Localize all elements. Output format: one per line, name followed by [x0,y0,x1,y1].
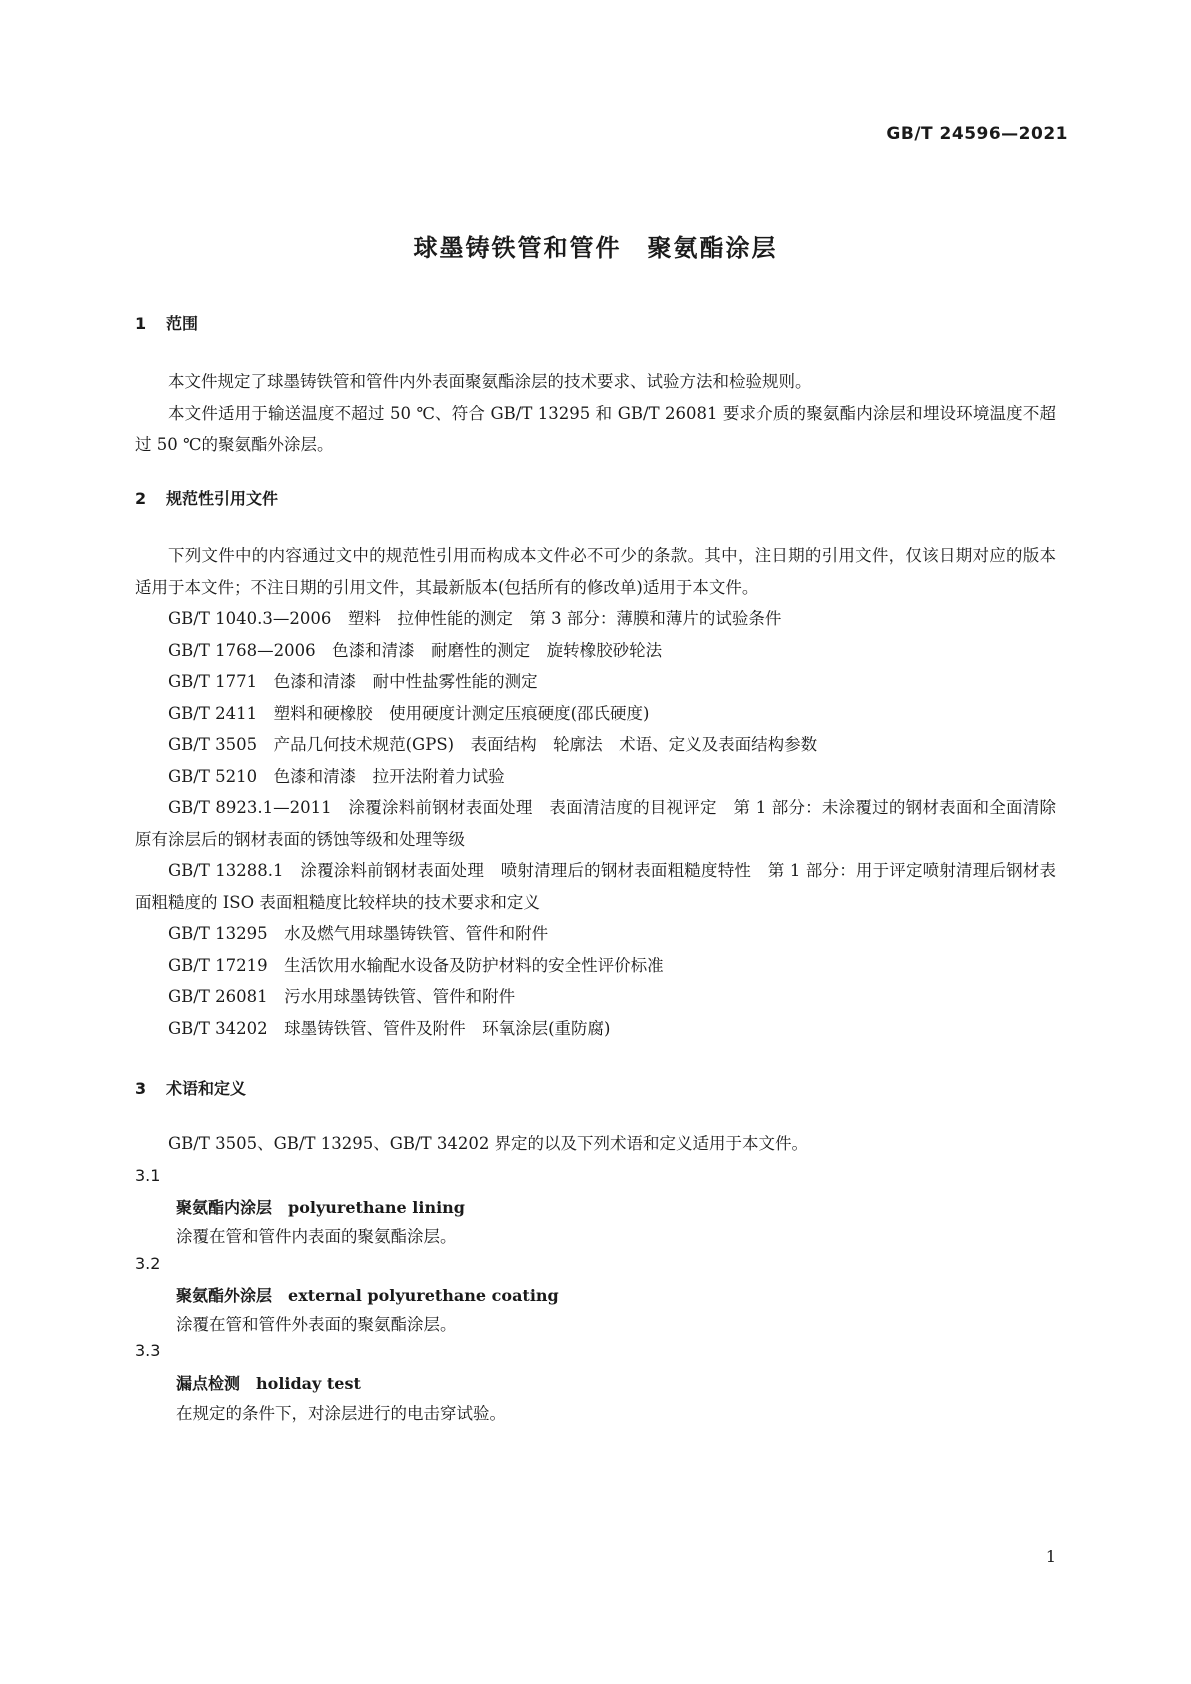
reference-item: GB/T 13295 水及燃气用球墨铸铁管、管件和附件 [168,924,549,943]
document-title: 球墨铸铁管和管件 聚氨酯涂层 [413,234,778,262]
reference-item: GB/T 2411 塑料和硬橡胶 使用硬度计测定压痕硬度(邵氏硬度) [168,703,650,723]
term-number: 3.2 [135,1254,161,1273]
term-definition: 涂覆在管和管件外表面的聚氨酯涂层。 [176,1315,457,1334]
reference-item: GB/T 26081 污水用球墨铸铁管、管件和附件 [168,987,516,1006]
section-title: 规范性引用文件 [166,489,279,508]
section-1-body [135,366,1056,461]
section-number: 1 [135,314,147,333]
section-title: 术语和定义 [166,1079,247,1098]
reference-item: GB/T 1771 色漆和清漆 耐中性盐雾性能的测定 [168,672,538,691]
section-2-heading [135,486,278,509]
section-3-intro [135,1128,1056,1160]
reference-item: GB/T 5210 色漆和清漆 拉开法附着力试验 [168,766,505,786]
term-number: 3.1 [135,1166,161,1185]
page-number: 1 [1045,1547,1056,1566]
section-number: 3 [135,1079,147,1098]
reference-item: GB/T 17219 生活饮用水输配水设备及防护材料的安全性评价标准 [168,955,664,975]
reference-item: GB/T 34202 球墨铸铁管、管件及附件 环氧涂层(重防腐) [168,1018,611,1038]
reference-item: GB/T 1768—2006 色漆和清漆 耐磨性的测定 旋转橡胶砂轮法 [168,640,663,660]
standard-code: GB/T 24596—2021 [886,124,1068,144]
reference-item: GB/T 13288.1 涂覆涂料前钢材表面处理 喷射清理后的钢材表面粗糙度特性 第 1 部分：用于评定喷射清理后钢材表面粗糙度的 ISO 表面粗糙度比较样块的技术要求和定义 [135,861,1056,912]
term-zh: 聚氨酯内涂层 [176,1198,273,1217]
paragraph: 本文件适用于输送温度不超过 50 ℃、符合 GB/T 13295 和 GB/T 26081 要求介质的聚氨酯内涂层和埋设环境温度不超过 50 ℃的聚氨酯外涂层。 [135,403,1056,454]
term-zh: 聚氨酯外涂层 [176,1286,273,1305]
reference-item: GB/T 8923.1—2011 涂覆涂料前钢材表面处理 表面清洁度的目视评定 第 1 部分：未涂覆过的钢材表面和全面清除原有涂层后的钢材表面的锈蚀等级和处理等级 [135,798,1056,849]
reference-item: GB/T 1040.3—2006 塑料 拉伸性能的测定 第 3 部分：薄膜和薄片的试验条件 [168,609,782,628]
paragraph: 下列文件中的内容通过文中的规范性引用而构成本文件必不可少的条款。其中，注日期的引用文件，仅该日期对应的版本适用于本文件；不注日期的引用文件，其最新版本(包括所有的修改单)适用于本文件。 [135,546,1056,597]
section-number: 2 [135,489,147,508]
term-en: polyurethane lining [288,1198,465,1217]
term-heading [176,1371,361,1394]
section-1-heading [135,311,198,334]
section-title: 范围 [166,314,199,333]
paragraph: GB/T 3505、GB/T 13295、GB/T 34202 界定的以及下列术语和定义适用于本文件。 [168,1134,809,1153]
paragraph: 本文件规定了球墨铸铁管和管件内外表面聚氨酯涂层的技术要求、试验方法和检验规则。 [168,372,812,391]
section-2-body [135,540,1056,1044]
term-en: external polyurethane coating [288,1286,559,1305]
term-zh: 漏点检测 [176,1374,241,1393]
term-number: 3.3 [135,1341,161,1360]
term-en: holiday test [256,1374,361,1393]
term-definition: 在规定的条件下，对涂层进行的电击穿试验。 [176,1404,506,1423]
term-heading [176,1283,559,1306]
term-heading [176,1195,465,1218]
section-3-heading [135,1076,246,1099]
reference-item: GB/T 3505 产品几何技术规范(GPS) 表面结构 轮廓法 术语、定义及表面结构参数 [168,735,818,754]
term-definition: 涂覆在管和管件内表面的聚氨酯涂层。 [176,1227,457,1246]
